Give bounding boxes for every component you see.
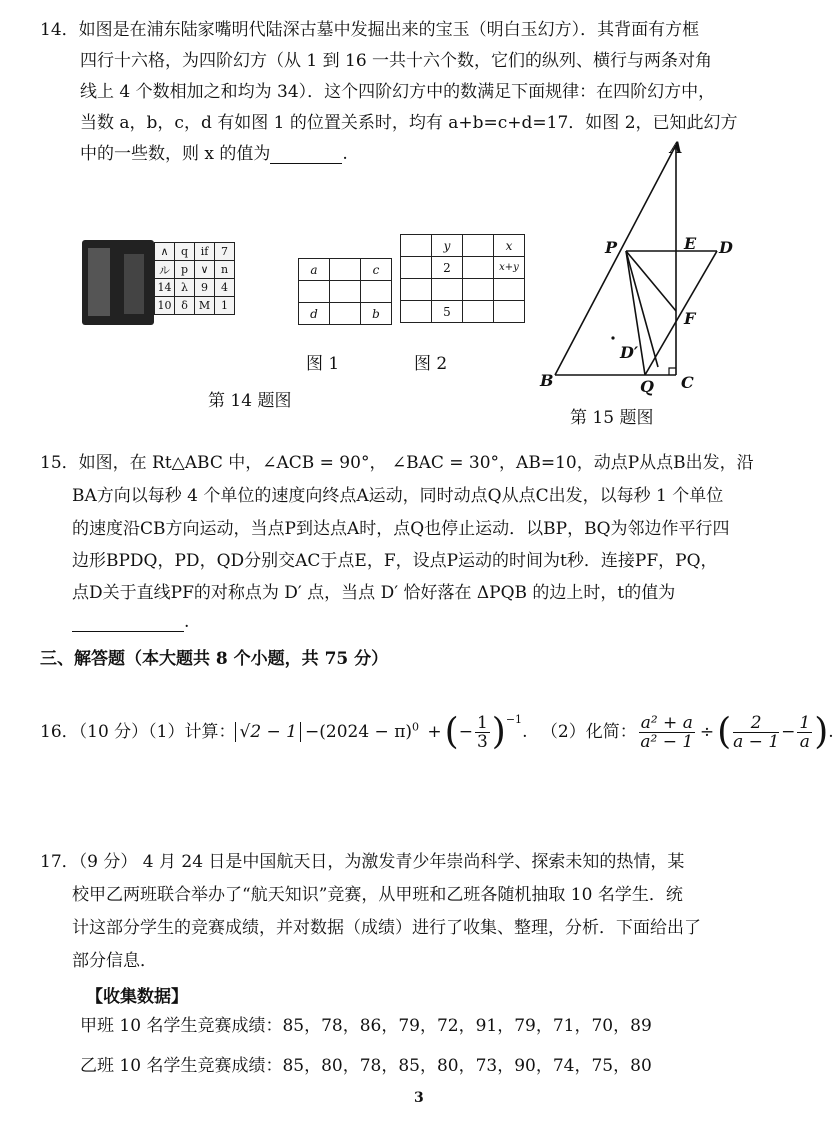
q17-line-3: 计这部分学生的竞赛成绩，并对数据（成绩）进行了收集、整理，分析．下面给出了: [72, 918, 701, 938]
jade-cell: λ: [175, 279, 195, 297]
q15-line-5: 点D关于直线PF的对称点为 D′ 点，当点 D′ 恰好落在 ΔPQB 的边上时，t的值为: [72, 583, 676, 603]
q15-answer-blank[interactable]: [72, 613, 184, 632]
q14-end: .: [342, 144, 348, 164]
jade-cell: M: [195, 297, 215, 315]
q15-geometry-figure: [530, 135, 760, 410]
figure-1-grid: [298, 258, 392, 325]
fig1-cell-c: c: [361, 259, 392, 281]
jade-cell: 1: [215, 297, 235, 315]
fig2-cell: [463, 257, 494, 279]
q17-collect-heading: 【收集数据】: [86, 987, 188, 1007]
q17-line-4: 部分信息．: [72, 951, 157, 971]
fig2-cell: [494, 301, 525, 323]
paren-close: ): [491, 711, 506, 753]
jade-cell: 10: [155, 297, 175, 315]
jade-dark-texture-2: [124, 254, 144, 314]
jade-magic-square-photo: [82, 240, 242, 325]
jade-cell: 9: [195, 279, 215, 297]
paren-close: ): [814, 711, 829, 753]
fig1-cell: [330, 259, 361, 281]
jade-cell: δ: [175, 297, 195, 315]
jade-cell: ∨: [195, 261, 215, 279]
point-d-prime-dot: [611, 336, 614, 339]
q14-figure-caption: 第 14 题图: [208, 391, 292, 411]
fig2-cell: [494, 279, 525, 301]
fraction-f: [639, 714, 695, 751]
fig2-cell: [463, 301, 494, 323]
label-q: Q: [640, 377, 654, 396]
q15-end: .: [184, 612, 190, 632]
q14-line-2: 四行十六格，为四阶幻方（从 1 到 16 一共十六个数，它们的纵列、横行与两条对角: [80, 51, 713, 71]
frac-den: a − 1: [733, 732, 780, 752]
q17-line-1: 17．（9 分） 4 月 24 日是中国航天日，为激发青少年崇尚科学、探索未知的热情，某: [40, 852, 685, 872]
page-number: 3: [414, 1090, 424, 1106]
jade-cell: 14: [155, 279, 175, 297]
abs-bar: √2 − 1: [235, 722, 301, 742]
q16-part1-label: 16．（10 分）（1）计算：: [40, 722, 236, 742]
q16-part2-label: （2）化简：: [540, 722, 637, 742]
q16-exp-neg1: −1: [505, 713, 523, 726]
fig2-cell: [401, 279, 432, 301]
q17-class-jia-scores: 甲班 10 名学生竞赛成绩：85，78，86，79，72，91，79，71，70，89: [80, 1016, 652, 1036]
label-e: E: [684, 234, 697, 253]
jade-cell: 7: [215, 243, 235, 261]
frac-num: a² + a: [640, 713, 693, 733]
fig2-cell-x: x: [494, 235, 525, 257]
frac-den: 3: [476, 732, 488, 752]
fig2-cell: [401, 301, 432, 323]
q16-divide: ÷: [699, 722, 715, 742]
q16-plus: +: [427, 722, 442, 742]
frac-den: a: [799, 732, 810, 752]
frac-num: 1: [476, 713, 488, 733]
jade-cell: 4: [215, 279, 235, 297]
q16-exp-zero: 0: [412, 720, 420, 734]
fig2-cell-xy: x+y: [494, 257, 525, 279]
q17-class-yi-scores: 乙班 10 名学生竞赛成绩：85，80，78，85，80，73，90，74，75，80: [80, 1056, 652, 1076]
paren-open: (: [444, 711, 459, 753]
label-a: A: [670, 138, 683, 157]
frac-num: 1: [799, 713, 811, 733]
fig2-cell: [432, 279, 463, 301]
q15-line-1: 15．如图，在 Rt△ABC 中，∠ACB = 90°， ∠BAC = 30°，AB=10，动点P从点B出发，沿: [40, 453, 754, 473]
fig2-cell-2: 2: [432, 257, 463, 279]
q14-answer-blank[interactable]: [270, 163, 342, 164]
fig2-cell: [463, 235, 494, 257]
q14-line-1: 14．如图是在浦东陆家嘴明代陆深古墓中发掘出来的宝玉（明白玉幻方）．其背面有方框: [40, 20, 700, 40]
fig2-cell-5: 5: [432, 301, 463, 323]
q15-line-2: BA方向以每秒 4 个单位的速度向终点A运动，同时动点Q从点C出发，以每秒 1 个单位: [72, 486, 724, 506]
label-p: P: [605, 238, 618, 257]
fig1-cell: [299, 281, 330, 303]
fig1-cell: [330, 281, 361, 303]
label-c: C: [681, 373, 694, 392]
label-d: D: [719, 238, 733, 257]
q16-zero-power-term: −(2024 − π): [305, 722, 413, 742]
fraction-h: [797, 714, 812, 751]
q14-line-5-text: 中的一些数，则 x 的值为: [80, 144, 271, 164]
label-f: F: [684, 309, 696, 328]
q14-line-4: 当数 a，b，c，d 有如图 1 的位置关系时，均有 a+b=c+d=17．如图 2，已知此幻方: [80, 113, 738, 133]
q16-minus: −: [781, 722, 796, 742]
q16-line: [40, 700, 834, 753]
fig2-cell: [401, 235, 432, 257]
q16-dot: .: [828, 722, 834, 742]
fig1-cell: [361, 281, 392, 303]
jade-cell: if: [195, 243, 215, 261]
jade-grid: [154, 242, 235, 315]
jade-cell: q: [175, 243, 195, 261]
q16-neg: −: [458, 722, 473, 742]
fig1-cell-a: a: [299, 259, 330, 281]
fig2-cell: [401, 257, 432, 279]
q14-line-5: [80, 144, 348, 164]
figure-2-grid: [400, 234, 525, 323]
figure-1-caption: 图 1: [306, 354, 340, 374]
q15-line-3: 的速度沿CB方向运动，当点P到达点A时，点Q也停止运动．以BP，BQ为邻边作平行四: [72, 519, 730, 539]
jade-cell: ル: [155, 261, 175, 279]
label-d-prime: D′: [620, 343, 639, 362]
label-b: B: [540, 371, 554, 390]
q17-line-2: 校甲乙两班联合举办了“航天知识”竞赛，从甲班和乙班各随机抽取 10 名学生．统: [72, 885, 683, 905]
q15-figure-caption: 第 15 题图: [570, 408, 654, 428]
q16-dot: .: [522, 722, 528, 742]
fig1-cell-b: b: [361, 303, 392, 325]
q15-answer-line: [72, 612, 189, 632]
segment-ab: [555, 145, 676, 375]
jade-cell: n: [215, 261, 235, 279]
q15-line-4: 边形BPDQ，PD，QD分别交AC于点E，F，设点P运动的时间为t秒．连接PF，PQ，: [72, 551, 718, 571]
q14-line-3: 线上 4 个数相加之和均为 34）．这个四阶幻方中的数满足下面规律：在四阶幻方中，: [80, 82, 716, 102]
section-3-heading: 三、解答题（本大题共 8 个小题，共 75 分）: [40, 649, 389, 669]
frac-den: a² − 1: [640, 732, 694, 752]
frac-num: 2: [733, 714, 779, 733]
right-angle-mark: [669, 368, 676, 375]
figure-2-caption: 图 2: [414, 354, 448, 374]
jade-dark-texture: [88, 248, 110, 316]
fraction-one-third: [475, 714, 490, 751]
jade-cell: p: [175, 261, 195, 279]
paren-open: (: [717, 711, 732, 753]
fig2-cell: [463, 279, 494, 301]
fig1-cell: [330, 303, 361, 325]
fig1-cell-d: d: [299, 303, 330, 325]
jade-cell: ∧: [155, 243, 175, 261]
fraction-g: [733, 714, 779, 751]
fig2-cell-y: y: [432, 235, 463, 257]
